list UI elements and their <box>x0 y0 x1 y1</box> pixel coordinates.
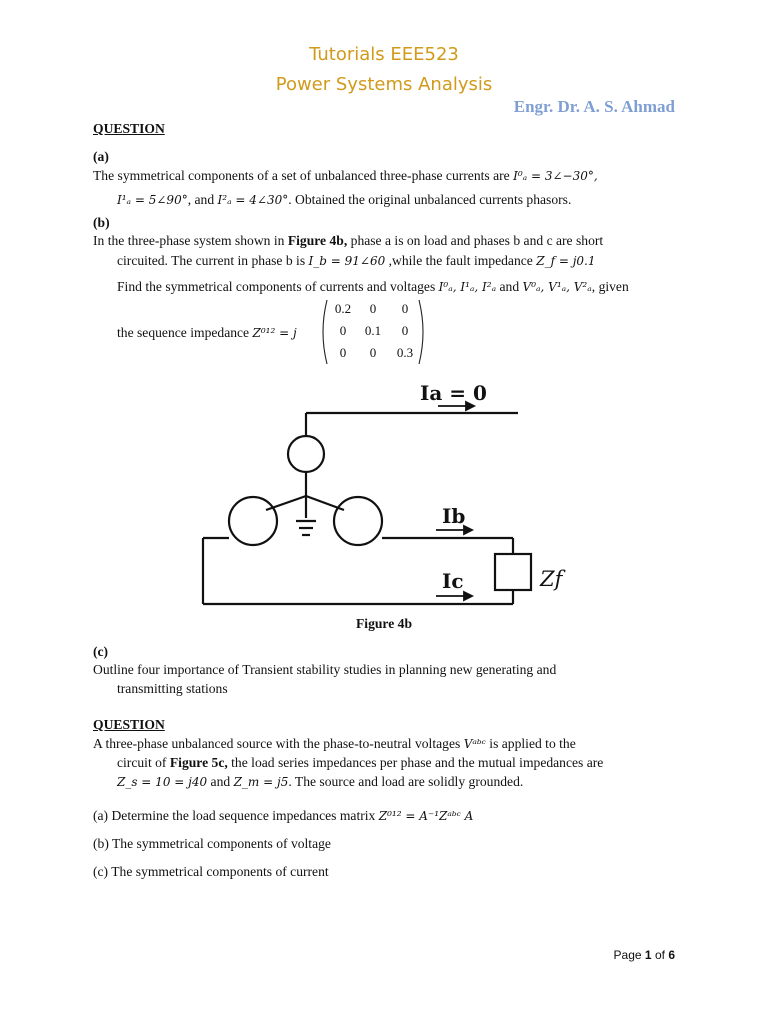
part-a-text: The symmetrical components of a set of unbalanced three-phase currents are <box>93 168 510 183</box>
q2-item-a <box>93 807 473 825</box>
ia-label: Ia = 0 <box>420 381 487 405</box>
ib-label: Ib <box>442 504 466 528</box>
part-b-line4 <box>117 324 297 342</box>
page-number <box>614 948 675 962</box>
question-heading: QUESTION <box>93 121 165 136</box>
doc-title-line2: Power Systems Analysis <box>275 74 493 95</box>
part-a-line1 <box>93 167 675 185</box>
figure-caption: Figure 4b <box>355 616 412 631</box>
eq-ia2: I²ₐ = 4∠30° <box>217 193 289 207</box>
q2-item-b: (b) The symmetrical components of voltage <box>93 836 331 851</box>
part-b-line2 <box>117 252 596 270</box>
q2-text: A three-phase unbalanced source with the phase-to-neutral voltages <box>93 736 461 751</box>
source-b-circle <box>229 497 277 545</box>
page-total: 6 <box>668 948 675 962</box>
eq-zm: Z_m = j5 <box>233 775 289 789</box>
of-word: of <box>654 948 665 962</box>
q2-text: the load series impedances per phase and the mutual impedances are <box>231 755 604 770</box>
matrix-cell: 0 <box>369 301 377 316</box>
q2-line3 <box>117 773 523 791</box>
page-current: 1 <box>644 948 652 962</box>
zf-label: Zf <box>540 567 563 591</box>
part-b-text: ,while the fault impedance <box>388 253 533 268</box>
question-heading: QUESTION <box>93 717 165 732</box>
matrix-cell: 0.1 <box>364 323 382 338</box>
q2-line1 <box>93 735 675 753</box>
page-word: Page <box>613 948 642 962</box>
figure-ref: Figure 5c, <box>169 755 228 770</box>
and-text: and <box>210 774 231 789</box>
eq-voltages: V⁰ₐ, V¹ₐ, V²ₐ <box>522 280 592 294</box>
and-text: , and <box>187 192 215 207</box>
eq-z012-transform: Z⁰¹² = A⁻¹Zᵃᵇᶜ A <box>378 809 474 823</box>
eq-z012: Z⁰¹² = j <box>252 326 297 340</box>
figure-4b-circuit <box>198 378 578 610</box>
q2-item-c: (c) The symmetrical components of current <box>93 864 329 879</box>
q2-text: is applied to the <box>489 736 576 751</box>
matrix-cell: 0 <box>369 345 377 360</box>
eq-vabc: Vᵃᵇᶜ <box>463 737 486 751</box>
part-b-text: phase a is on load and phases b and c are short <box>350 233 604 248</box>
part-b-text: the sequence impedance <box>117 325 250 340</box>
matrix-cell: 0 <box>339 345 347 360</box>
q2-text: circuit of <box>117 755 167 770</box>
part-a-label: (a) <box>93 149 109 164</box>
part-c-label: (c) <box>93 644 109 659</box>
matrix-cell: 0 <box>339 323 347 338</box>
figure-ref: Figure 4b, <box>287 233 348 248</box>
matrix-cell: 0 <box>401 323 409 338</box>
q2-item-a-text: (a) Determine the load sequence impedances matrix <box>93 808 376 823</box>
q2-text: . The source and load are solidly grounded. <box>288 774 524 789</box>
part-b-line3 <box>117 278 629 296</box>
impedance-matrix <box>318 298 428 366</box>
part-a-text-2: . Obtained the original unbalanced currents phasors. <box>288 192 572 207</box>
part-b-text: In the three-phase system shown in <box>93 233 285 248</box>
part-b-line1 <box>93 232 675 249</box>
source-c-circle <box>334 497 382 545</box>
author: Engr. Dr. A. S. Ahmad <box>513 97 675 116</box>
eq-ia0: I⁰ₐ = 3∠−30°, <box>513 169 598 183</box>
part-c-line2: transmitting stations <box>117 681 228 696</box>
part-c-line1: Outline four importance of Transient stability studies in planning new generating and <box>93 662 557 677</box>
part-b-text: Find the symmetrical components of currents and voltages <box>117 279 436 294</box>
part-b-text: circuited. The current in phase b is <box>117 253 306 268</box>
eq-ia1: I¹ₐ = 5∠90° <box>117 193 188 207</box>
q2-line2 <box>117 754 603 771</box>
part-a-line2 <box>117 191 571 209</box>
part-b-text: , given <box>591 279 629 294</box>
eq-zs: Z_s = 10 = j40 <box>117 775 208 789</box>
matrix-cell: 0.2 <box>334 301 352 316</box>
and-text: and <box>499 279 520 294</box>
doc-title-line1: Tutorials EEE523 <box>309 44 459 65</box>
eq-currents: I⁰ₐ, I¹ₐ, I²ₐ <box>438 280 497 294</box>
source-a-circle <box>288 436 324 472</box>
eq-ib: I_b = 91∠60 <box>308 254 386 268</box>
matrix-cell: 0 <box>401 301 409 316</box>
part-b-label: (b) <box>93 215 110 230</box>
matrix-cell: 0.3 <box>396 345 414 360</box>
eq-zf: Z_f = j0.1 <box>536 254 596 268</box>
ic-label: Ic <box>442 569 464 593</box>
